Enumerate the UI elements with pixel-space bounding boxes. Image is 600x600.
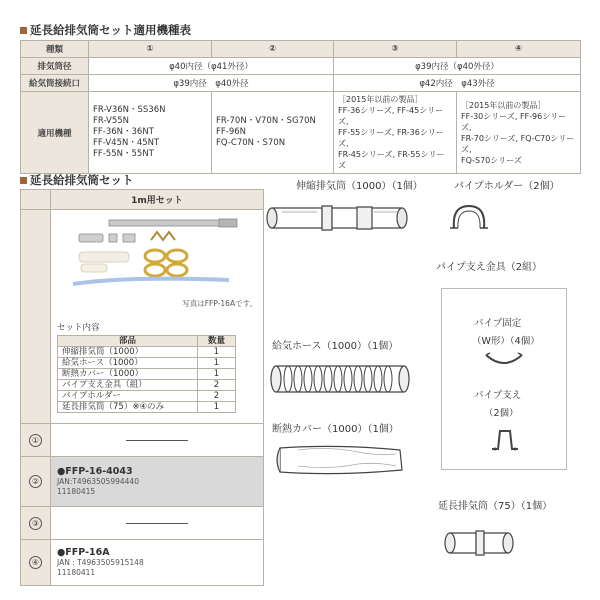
label-pipe-bracket: パイプ支え金具（2組） (436, 262, 543, 273)
product-name: ●FFP-16A (57, 546, 110, 558)
intake-connection-34: φ42内径 φ43外径 (334, 75, 581, 92)
type-number-3: ③ (29, 517, 42, 530)
models-type-1: FR-V36N・SS36N FR-V55N FF-36N・36NT FF-V45N・45NT FF-55N・55NT (89, 92, 212, 174)
intake-hose-illustration (268, 360, 413, 400)
product-ffp-16a (51, 540, 264, 586)
product-jan: JAN:T4963505994440 (57, 476, 139, 486)
not-available-dash (126, 523, 188, 524)
contents-header-qty: 数量 (198, 336, 236, 347)
exhaust-diameter-12: φ40内径（φ41外径） (89, 58, 334, 75)
table-row: 伸縮排気筒（1000） 1 (58, 347, 236, 358)
product-jan: JAN : T4963505915148 (57, 557, 144, 567)
exhaust-pipe-illustration (262, 198, 412, 238)
table-row: パイプ支え金具（組） 2 (58, 380, 236, 391)
exhaust-diameter-row (21, 58, 581, 75)
label-exhaust-pipe: 伸縮排気筒（1000）（1個） (296, 181, 423, 192)
type-number-4: ④ (29, 556, 42, 569)
models-type-3: ［2015年以前の製品］ FF-36シリーズ, FF-45シリーズ, FF-55シリーズ, FR-36シリーズ, FR-45シリーズ, FR-55シリーズ (334, 92, 457, 174)
models-type-4: ［2015年以前の製品］ FF-30シリーズ, FF-96シリーズ, FR-70シリーズ, FQ-C70シリーズ, FQ-S70シリーズ (457, 92, 581, 174)
table-row: 延長排気筒（75）※④のみ 1 (58, 402, 236, 413)
header-type-1: ① (89, 41, 212, 58)
set-header: 1m用セット (51, 190, 264, 210)
extension-pipe-illustration (440, 523, 520, 563)
label-insulation-cover: 断熱カバー（1000）（1個） (272, 424, 399, 435)
section-marker-icon (20, 27, 27, 34)
product-code: 11180415 (57, 486, 96, 496)
contents-table (57, 335, 236, 413)
set-row-4 (21, 540, 264, 586)
insulation-cover-illustration (268, 440, 413, 480)
set-row-2 (21, 457, 264, 507)
pipe-support-illustration (490, 425, 520, 453)
contents-title: セット内容 (57, 323, 100, 333)
set-contents-cell (51, 210, 264, 424)
header-type-2: ② (212, 41, 334, 58)
photo-caption: 写真はFFP-16Aです。 (182, 299, 257, 308)
product-code: 11180411 (57, 567, 96, 577)
label-pipe-fix-2: （W形）（4個） (472, 336, 540, 347)
type-number-1: ① (29, 434, 42, 447)
product-photo (69, 214, 249, 292)
table-row: 給気ホース（1000） 1 (58, 358, 236, 369)
w-clip-illustration (484, 351, 524, 369)
not-available-dash (126, 440, 188, 441)
section-title-applicable-models: 延長給排気筒セット適用機種表 (20, 22, 191, 38)
row-label-exhaust: 排気筒径 (21, 58, 89, 75)
table-row: 断熱カバー（1000） 1 (58, 369, 236, 380)
product-name: ●FFP-16-4043 (57, 465, 133, 477)
pipe-bracket-box (441, 288, 567, 470)
extension-set-table (20, 189, 264, 586)
intake-connection-12: φ39内径 φ40外径 (89, 75, 334, 92)
contents-header-part: 部品 (58, 336, 198, 347)
label-pipe-support-1: パイプ支え (474, 390, 522, 401)
row-label-intake: 給気筒接続口 (21, 75, 89, 92)
header-type-4: ④ (457, 41, 581, 58)
set-row-1 (21, 424, 264, 457)
table-header-row (21, 41, 581, 58)
models-row (21, 92, 581, 174)
product-ffp-16-4043 (51, 457, 264, 507)
header-type: 種類 (21, 41, 89, 58)
label-extension-pipe: 延長排気筒（75）（1個） (438, 501, 553, 512)
type-number-2: ② (29, 475, 42, 488)
label-intake-hose: 給気ホース（1000）（1個） (272, 341, 399, 352)
section-title-extension-set: 延長給排気筒セット (20, 172, 134, 188)
table-row: パイプホルダー 2 (58, 391, 236, 402)
section-marker-icon (20, 177, 27, 184)
pipe-holder-illustration (448, 198, 490, 240)
set-header-side (21, 190, 51, 210)
row-label-models: 適用機種 (21, 92, 89, 174)
label-pipe-holder: パイプホルダー（2個） (454, 181, 560, 192)
intake-connection-row (21, 75, 581, 92)
models-type-2: FR-70N・V70N・SG70N FF-96N FQ-C70N・S70N (212, 92, 334, 174)
exhaust-diameter-34: φ39内径（φ40外径） (334, 58, 581, 75)
set-row-3 (21, 507, 264, 540)
set-contents-side (21, 210, 51, 424)
label-pipe-support-2: （2個） (484, 408, 519, 419)
header-type-3: ③ (334, 41, 457, 58)
label-pipe-fix-1: パイプ固定 (474, 318, 522, 329)
applicable-models-table (20, 40, 581, 174)
